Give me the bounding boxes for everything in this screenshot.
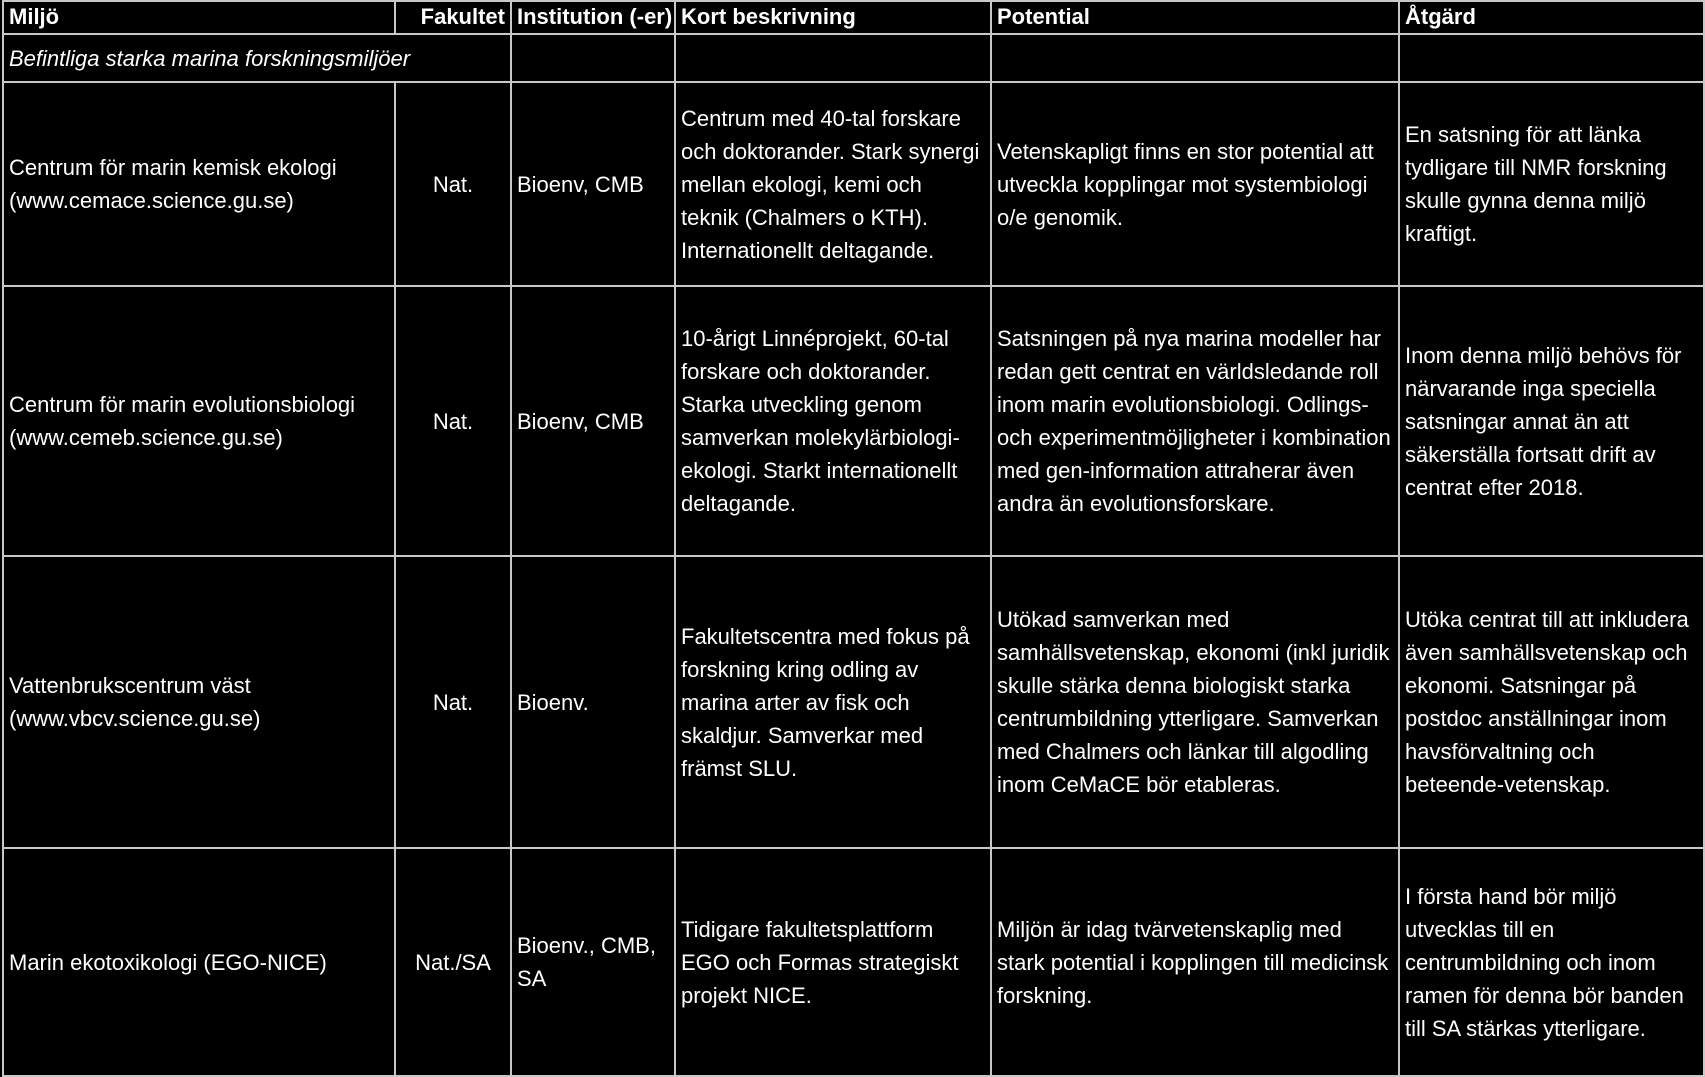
table-row — [3, 556, 1704, 848]
table-cell — [1399, 34, 1704, 82]
table-cell — [991, 34, 1399, 82]
cell-atgard: En satsning för att länka tydligare till NMR forskning skulle gynna denna miljö kraftigt. — [1399, 82, 1704, 286]
cell-institution: Bioenv, CMB — [511, 82, 675, 286]
section-row — [3, 34, 1704, 82]
cell-potential: Satsningen på nya marina modeller har redan gett centrat en världsledande roll inom marin evolutionsbiologi. Odlings- och experimentmöjligheter i kombination med gen-information attraherar även andra än evolutionsforskare. — [991, 286, 1399, 556]
cell-miljo: Vattenbrukscentrum väst (www.vbcv.science.gu.se) — [3, 556, 395, 848]
header-miljo: Miljö — [3, 1, 395, 34]
cell-kort-beskrivning: Fakultetscentra med fokus på forskning kring odling av marina arter av fisk och skaldjur. Samverkar med främst SLU. — [675, 556, 991, 848]
cell-fakultet: Nat. — [395, 556, 511, 848]
cell-kort-beskrivning: 10-årigt Linnéprojekt, 60-tal forskare och doktorander. Starka utveckling genom samverkan molekylärbiologi-ekologi. Starkt internationellt deltagande. — [675, 286, 991, 556]
cell-potential: Vetenskapligt finns en stor potential att utveckla kopplingar mot systembiologi o/e genomik. — [991, 82, 1399, 286]
cell-miljo: Marin ekotoxikologi (EGO-NICE) — [3, 848, 395, 1076]
cell-fakultet: Nat. — [395, 82, 511, 286]
header-row — [3, 1, 1704, 34]
cell-fakultet: Nat./SA — [395, 848, 511, 1076]
cell-fakultet: Nat. — [395, 286, 511, 556]
table-row — [3, 82, 1704, 286]
cell-kort-beskrivning: Centrum med 40-tal forskare och doktorander. Stark synergi mellan ekologi, kemi och teknik (Chalmers o KTH). Internationellt deltagande. — [675, 82, 991, 286]
cell-institution: Bioenv., CMB, SA — [511, 848, 675, 1076]
table-row — [3, 286, 1704, 556]
table-row — [3, 848, 1704, 1076]
cell-atgard: Utöka centrat till att inkludera även samhällsvetenskap och ekonomi. Satsningar på postdoc anställningar inom havsförvaltning och beteende-vetenskap. — [1399, 556, 1704, 848]
cell-atgard: I första hand bör miljö utvecklas till en centrumbildning och inom ramen för denna bör banden till SA stärkas ytterligare. — [1399, 848, 1704, 1076]
environments-table — [2, 0, 1705, 1077]
cell-miljo: Centrum för marin evolutionsbiologi (www.cemeb.science.gu.se) — [3, 286, 395, 556]
header-kort-beskrivning: Kort beskrivning — [675, 1, 991, 34]
cell-miljo: Centrum för marin kemisk ekologi (www.cemace.science.gu.se) — [3, 82, 395, 286]
table-cell — [511, 34, 675, 82]
cell-institution: Bioenv. — [511, 556, 675, 848]
section-label-cell — [3, 34, 511, 82]
cell-potential: Miljön är idag tvärvetenskaplig med stark potential i kopplingen till medicinsk forskning. — [991, 848, 1399, 1076]
cell-atgard: Inom denna miljö behövs för närvarande inga speciella satsningar annat än att säkerställa fortsatt drift av centrat efter 2018. — [1399, 286, 1704, 556]
cell-potential: Utökad samverkan med samhällsvetenskap, ekonomi (inkl juridik skulle stärka denna biologiskt starka centrumbildning ytterligare. Samverkan med Chalmers och länkar till algodling inom CeMaCE bör etableras. — [991, 556, 1399, 848]
table-cell — [675, 34, 991, 82]
header-atgard: Åtgärd — [1399, 1, 1704, 34]
header-fakultet: Fakultet — [395, 1, 511, 34]
header-institution: Institution (-er) — [511, 1, 675, 34]
section-label: Befintliga starka marina forskningsmiljöer — [9, 45, 411, 71]
cell-institution: Bioenv, CMB — [511, 286, 675, 556]
cell-kort-beskrivning: Tidigare fakultetsplattform EGO och Formas strategiskt projekt NICE. — [675, 848, 991, 1076]
header-potential: Potential — [991, 1, 1399, 34]
